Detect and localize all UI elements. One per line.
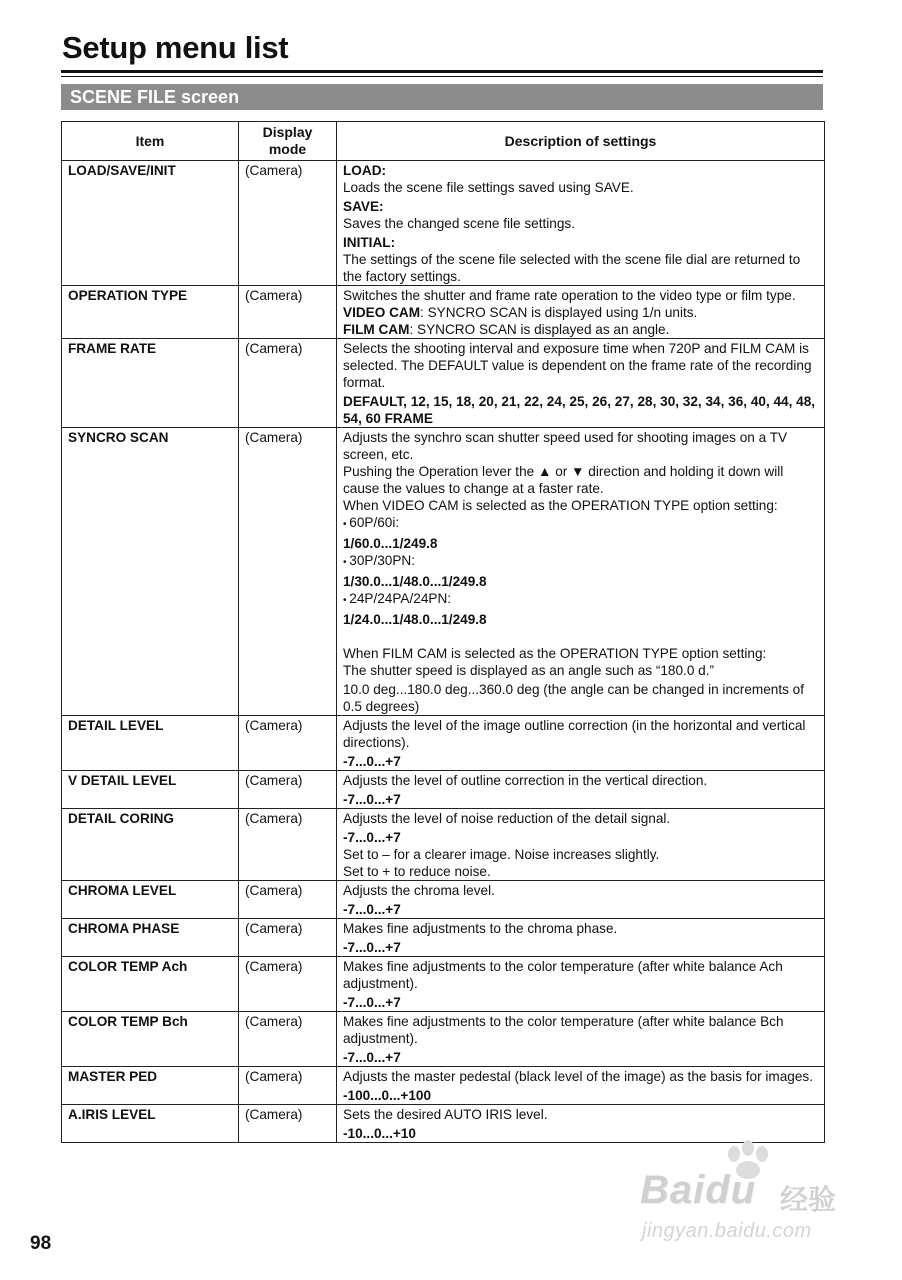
watermark — [640, 1140, 850, 1250]
description-line: SAVE: — [343, 199, 384, 214]
description-line: The settings of the scene file selected with the scene file dial are returned to the factory settings. — [343, 252, 801, 284]
row-item-name: CHROMA LEVEL — [62, 881, 239, 919]
description-line: • 30P/30PN: — [343, 552, 819, 571]
table-row — [62, 339, 825, 428]
row-description — [337, 809, 825, 881]
header-display-mode-line1: Display — [262, 124, 313, 140]
watermark-url: jingyan.baidu.com — [642, 1220, 812, 1242]
description-line: The shutter speed is displayed as an angle such as “180.0 d.” — [343, 663, 715, 678]
description-lead: FILM CAM — [343, 322, 410, 337]
row-display-mode: (Camera) — [239, 1067, 337, 1105]
description-line: • 24P/24PA/24PN: — [343, 590, 819, 609]
description-line: -7...0...+7 — [343, 830, 401, 845]
table-row — [62, 881, 825, 919]
row-item-name: V DETAIL LEVEL — [62, 771, 239, 809]
row-item-name: COLOR TEMP Bch — [62, 1012, 239, 1067]
description-line: -7...0...+7 — [343, 995, 401, 1010]
description-line: Selects the shooting interval and exposure time when 720P and FILM CAM is selected. The DEFAULT value is dependent on the frame rate of the recording format. — [343, 341, 812, 390]
row-item-name: DETAIL CORING — [62, 809, 239, 881]
row-display-mode: (Camera) — [239, 716, 337, 771]
table-row — [62, 919, 825, 957]
row-description — [337, 1012, 825, 1067]
table-row — [62, 1105, 825, 1143]
row-display-mode: (Camera) — [239, 161, 337, 286]
description-line: Adjusts the master pedestal (black level of the image) as the basis for images. — [343, 1069, 813, 1084]
description-line: -7...0...+7 — [343, 792, 401, 807]
row-description — [337, 161, 825, 286]
section-header: SCENE FILE screen — [61, 84, 823, 110]
description-line: DEFAULT, 12, 15, 18, 20, 21, 22, 24, 25, 26, 27, 28, 30, 32, 34, 36, 40, 44, 48, 54, 60 FRAME — [343, 394, 816, 426]
row-description — [337, 771, 825, 809]
description-line: 10.0 deg...180.0 deg...360.0 deg (the angle can be changed in increments of 0.5 degrees) — [343, 682, 805, 714]
row-display-mode: (Camera) — [239, 957, 337, 1012]
description-line: Makes fine adjustments to the color temperature (after white balance Bch adjustment). — [343, 1014, 784, 1046]
row-item-name: CHROMA PHASE — [62, 919, 239, 957]
table-row — [62, 957, 825, 1012]
settings-table — [61, 121, 825, 1143]
row-description — [337, 286, 825, 339]
header-item: Item — [62, 122, 239, 161]
description-line: Sets the desired AUTO IRIS level. — [343, 1107, 548, 1122]
description-line: 1/30.0...1/48.0...1/249.8 — [343, 574, 487, 589]
page-title: Setup menu list — [62, 30, 289, 65]
description-line: Makes fine adjustments to the chroma phase. — [343, 921, 618, 936]
description-line: -7...0...+7 — [343, 754, 401, 769]
description-line: Set to – for a clearer image. Noise increases slightly. — [343, 847, 660, 862]
description-line: Makes fine adjustments to the color temperature (after white balance Ach adjustment). — [343, 959, 783, 991]
row-description — [337, 881, 825, 919]
title-rule-thin — [61, 76, 823, 77]
description-text: : SYNCRO SCAN is displayed as an angle. — [409, 322, 670, 337]
table-row — [62, 716, 825, 771]
description-line: When VIDEO CAM is selected as the OPERATION TYPE option setting: — [343, 498, 778, 513]
description-line: Switches the shutter and frame rate operation to the video type or film type. — [343, 288, 796, 303]
row-display-mode: (Camera) — [239, 428, 337, 716]
page-number: 98 — [30, 1233, 52, 1254]
description-line: Loads the scene file settings saved using SAVE. — [343, 180, 634, 195]
table-row — [62, 1012, 825, 1067]
description-line: -100...0...+100 — [343, 1088, 432, 1103]
description-text: : SYNCRO SCAN is displayed using 1/n units. — [420, 305, 698, 320]
row-display-mode: (Camera) — [239, 771, 337, 809]
row-item-name: FRAME RATE — [62, 339, 239, 428]
description-line: Adjusts the level of noise reduction of the detail signal. — [343, 811, 671, 826]
row-display-mode: (Camera) — [239, 339, 337, 428]
table-row — [62, 809, 825, 881]
description-line: Set to + to reduce noise. — [343, 864, 491, 879]
row-display-mode: (Camera) — [239, 1012, 337, 1067]
row-display-mode: (Camera) — [239, 1105, 337, 1143]
header-display-mode-line2: mode — [268, 141, 307, 157]
watermark-cn: 经验 — [780, 1184, 837, 1215]
row-description — [337, 957, 825, 1012]
description-line: Adjusts the chroma level. — [343, 883, 495, 898]
description-line: 1/24.0...1/48.0...1/249.8 — [343, 612, 487, 627]
watermark-logo: Baidu — [640, 1168, 757, 1212]
description-line: -7...0...+7 — [343, 902, 401, 917]
row-item-name: SYNCRO SCAN — [62, 428, 239, 716]
row-description — [337, 339, 825, 428]
description-line: Adjusts the level of outline correction in the vertical direction. — [343, 773, 708, 788]
description-line: Adjusts the synchro scan shutter speed used for shooting images on a TV screen, etc. — [343, 430, 788, 462]
table-header-row — [62, 122, 825, 161]
row-item-name: COLOR TEMP Ach — [62, 957, 239, 1012]
table-row — [62, 286, 825, 339]
description-line — [343, 628, 819, 645]
row-display-mode: (Camera) — [239, 919, 337, 957]
description-line: Saves the changed scene file settings. — [343, 216, 575, 231]
row-description — [337, 716, 825, 771]
description-line: INITIAL: — [343, 235, 396, 250]
description-line: LOAD: — [343, 163, 387, 178]
header-description: Description of settings — [337, 122, 825, 161]
row-display-mode: (Camera) — [239, 809, 337, 881]
description-line: -10...0...+10 — [343, 1126, 416, 1141]
header-display-mode — [239, 122, 337, 161]
table-row — [62, 1067, 825, 1105]
row-description — [337, 919, 825, 957]
description-line: -7...0...+7 — [343, 1050, 401, 1065]
description-line — [343, 304, 819, 321]
row-item-name: OPERATION TYPE — [62, 286, 239, 339]
description-line: Pushing the Operation lever the ▲ or ▼ direction and holding it down will cause the values to change at a faster rate. — [343, 464, 784, 496]
description-line: When FILM CAM is selected as the OPERATION TYPE option setting: — [343, 646, 767, 661]
row-description — [337, 428, 825, 716]
description-line: -7...0...+7 — [343, 940, 401, 955]
row-display-mode: (Camera) — [239, 881, 337, 919]
row-description — [337, 1067, 825, 1105]
row-item-name: MASTER PED — [62, 1067, 239, 1105]
table-row — [62, 161, 825, 286]
description-lead: VIDEO CAM — [343, 305, 421, 320]
row-item-name: DETAIL LEVEL — [62, 716, 239, 771]
description-line: Adjusts the level of the image outline correction (in the horizontal and vertical directions). — [343, 718, 806, 750]
row-item-name: A.IRIS LEVEL — [62, 1105, 239, 1143]
row-item-name: LOAD/SAVE/INIT — [62, 161, 239, 286]
row-description — [337, 1105, 825, 1143]
description-line: 1/60.0...1/249.8 — [343, 536, 438, 551]
description-line — [343, 321, 819, 338]
description-line: • 60P/60i: — [343, 514, 819, 533]
title-rule — [61, 70, 823, 73]
table-row — [62, 771, 825, 809]
table-body — [62, 161, 825, 1143]
row-display-mode: (Camera) — [239, 286, 337, 339]
table-row — [62, 428, 825, 716]
